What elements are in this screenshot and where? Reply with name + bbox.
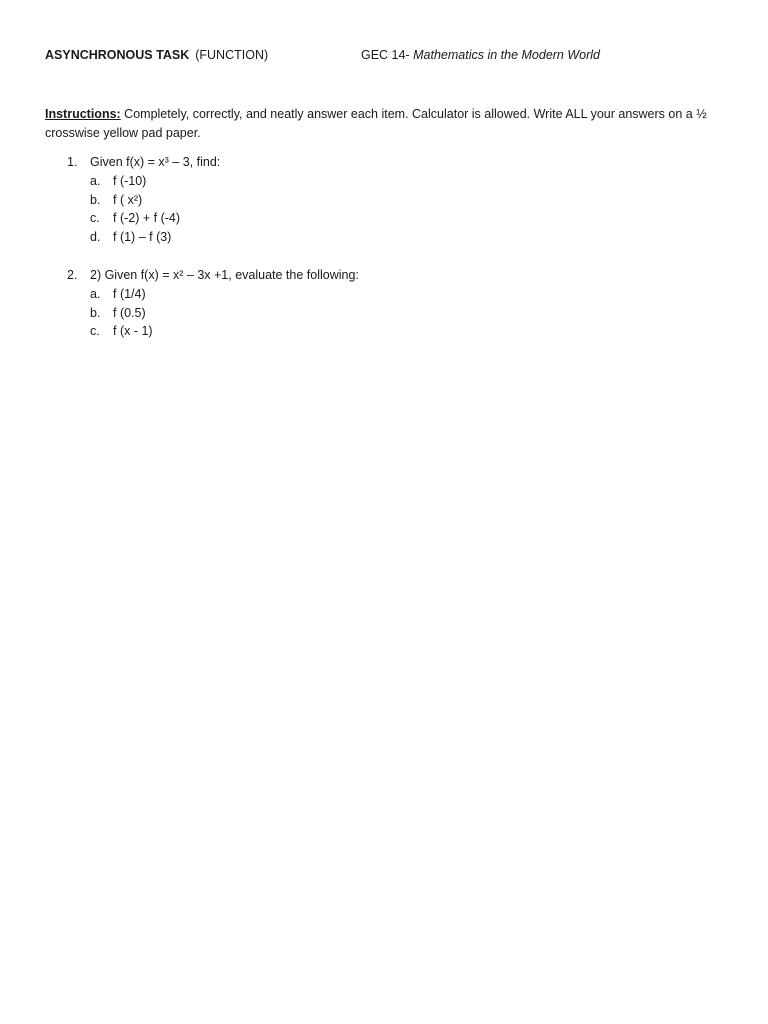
course-code: GEC 14- <box>361 48 410 62</box>
list-item <box>45 191 705 210</box>
task-title: ASYNCHRONOUS TASK <box>45 48 190 62</box>
list-item <box>45 285 705 304</box>
instructions-text: Completely, correctly, and neatly answer each item. Calculator is allowed. Write ALL your answers on a ½ crosswise yellow pad paper. <box>45 107 707 140</box>
item-text: f (-2) + f (-4) <box>113 211 181 226</box>
list-item <box>45 172 705 191</box>
instructions-label: Instructions: <box>45 107 121 121</box>
item-text: f (-10) <box>113 174 147 188</box>
item-letter: a. <box>90 287 101 301</box>
question-number: 1. <box>67 155 78 169</box>
list-item <box>45 322 705 341</box>
document-header <box>45 48 725 64</box>
task-type: (FUNCTION) <box>195 48 269 62</box>
item-text: f (0.5) <box>113 305 146 320</box>
task-heading <box>45 48 268 62</box>
course-heading <box>361 48 600 62</box>
list-item <box>45 304 705 323</box>
item-letter: d. <box>90 230 101 245</box>
course-name: Mathematics in the Modern World <box>413 48 601 62</box>
list-item <box>45 228 705 247</box>
question-1 <box>45 153 705 247</box>
item-letter: c. <box>90 211 100 226</box>
item-letter: b. <box>90 305 101 320</box>
item-letter: c. <box>90 324 100 339</box>
item-letter: a. <box>90 174 101 188</box>
item-text: f (x - 1) <box>113 324 153 339</box>
item-text: f (1/4) <box>113 287 146 301</box>
instructions-paragraph <box>45 105 715 142</box>
item-text: f (1) – f (3) <box>113 230 172 245</box>
list-item <box>45 209 705 228</box>
question-prompt: Given f(x) = x³ – 3, find: <box>90 155 221 169</box>
item-letter: b. <box>90 192 101 207</box>
question-prompt: 2) Given f(x) = x² – 3x +1, evaluate the following: <box>90 268 359 282</box>
item-text: f ( x²) <box>113 192 143 207</box>
question-number: 2. <box>67 268 78 282</box>
question-2 <box>45 266 705 341</box>
